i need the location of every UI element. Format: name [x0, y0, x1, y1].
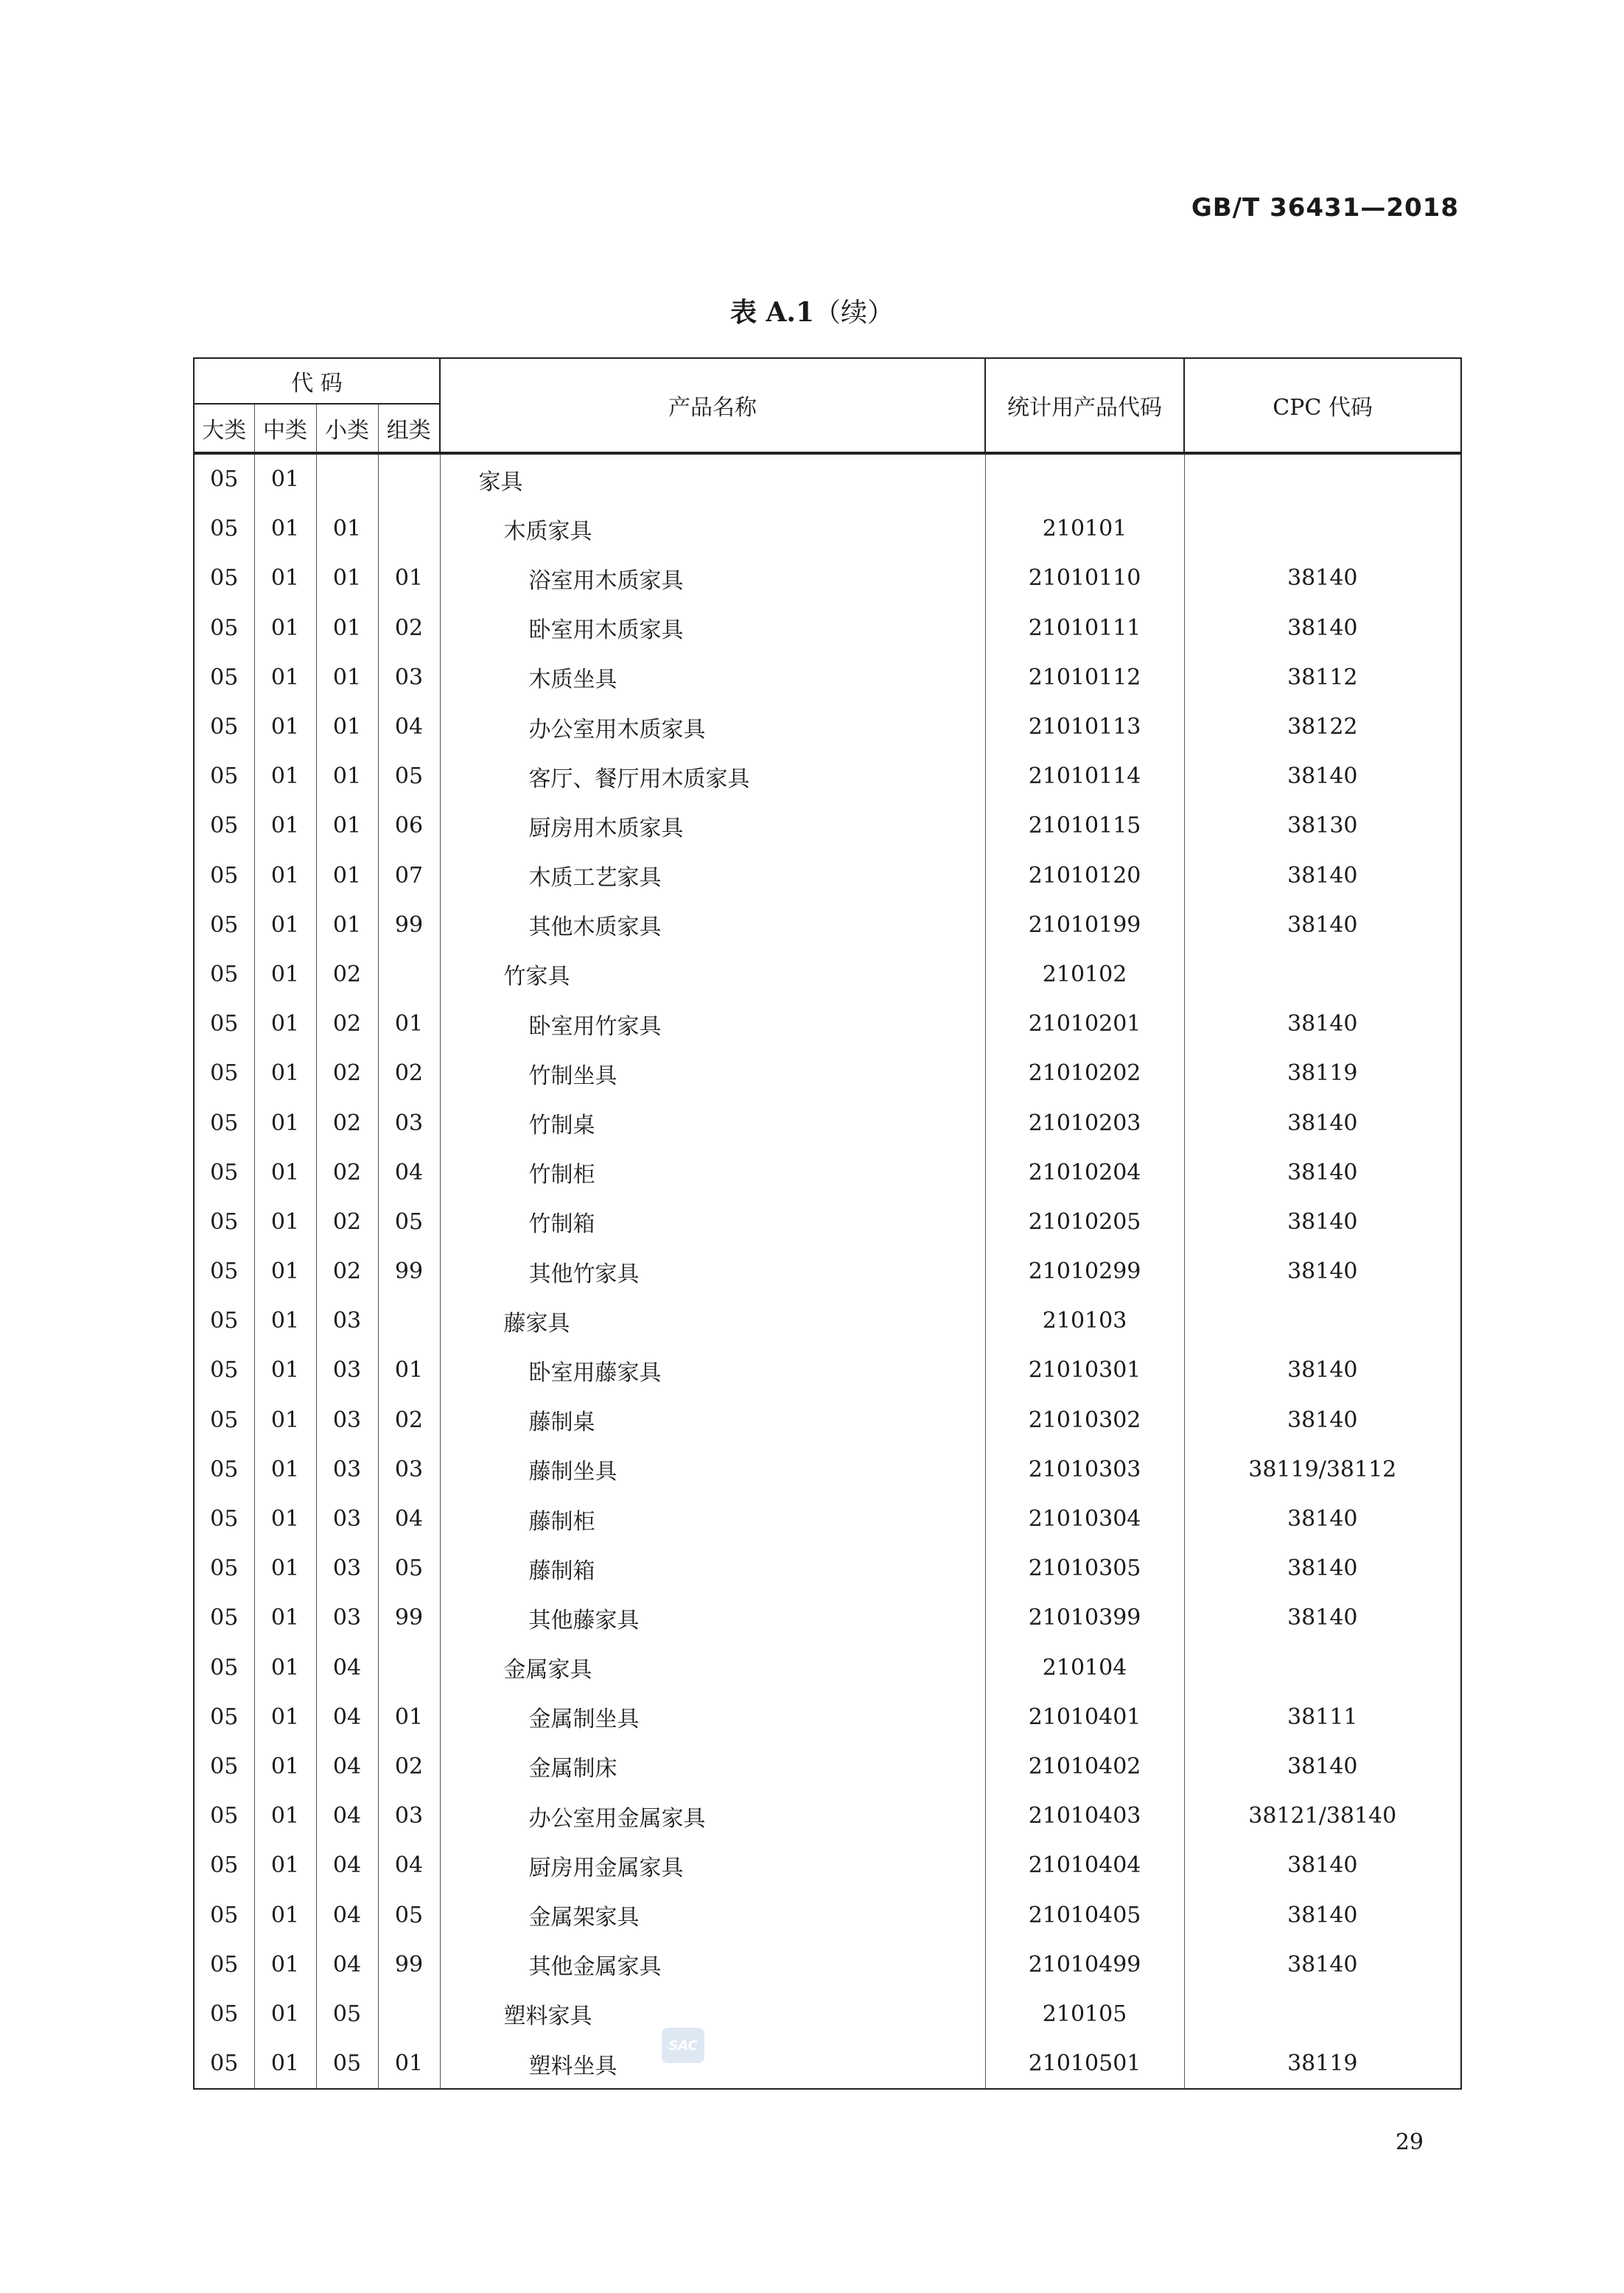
product-name-cell: 客厅、餐厅用木质家具	[440, 752, 985, 801]
cpc-code-cell: 38119	[1184, 2039, 1461, 2089]
stat-code-cell: 21010112	[985, 653, 1184, 702]
medium-code-cell: 01	[254, 702, 316, 752]
minor-code-cell: 01	[316, 653, 378, 702]
medium-code-cell: 01	[254, 1692, 316, 1742]
medium-code-cell: 01	[254, 1494, 316, 1544]
product-name-cell: 浴室用木质家具	[440, 553, 985, 603]
product-name-cell: 厨房用木质家具	[440, 801, 985, 850]
product-name-cell: 木质坐具	[440, 653, 985, 702]
major-code-cell: 05	[194, 553, 254, 603]
major-code-cell: 05	[194, 1791, 254, 1841]
medium-code-cell: 01	[254, 1593, 316, 1642]
group-code-cell: 99	[378, 1940, 440, 1989]
table-row	[194, 2039, 1461, 2089]
cpc-code-cell: 38140	[1184, 1593, 1461, 1642]
major-code-cell: 05	[194, 603, 254, 653]
product-name-cell: 厨房用金属家具	[440, 1841, 985, 1890]
cpc-code-cell: 38119/38112	[1184, 1445, 1461, 1494]
table-body	[194, 453, 1461, 2089]
cpc-code-cell: 38130	[1184, 801, 1461, 850]
table-row	[194, 1494, 1461, 1544]
minor-code-cell: 04	[316, 1643, 378, 1692]
stat-code-cell: 21010204	[985, 1148, 1184, 1197]
cpc-code-cell: 38140	[1184, 1940, 1461, 1989]
code-group-header: 代 码	[194, 358, 440, 404]
major-code-cell: 05	[194, 1197, 254, 1247]
group-code-cell: 02	[378, 603, 440, 653]
medium-code-cell: 01	[254, 999, 316, 1049]
sac-watermark: SAC	[662, 2028, 704, 2063]
medium-code-cell: 01	[254, 1940, 316, 1989]
stat-code-cell: 21010405	[985, 1890, 1184, 1939]
medium-code-cell: 01	[254, 553, 316, 603]
standard-number: GB/T 36431—2018	[1191, 193, 1459, 223]
minor-code-cell: 02	[316, 1049, 378, 1098]
table-row	[194, 1445, 1461, 1494]
product-name-cell: 藤制柜	[440, 1494, 985, 1544]
cpc-code-cell: 38140	[1184, 1742, 1461, 1791]
table-row	[194, 999, 1461, 1049]
cpc-code-cell: 38140	[1184, 752, 1461, 801]
product-name-cell: 竹制坐具	[440, 1049, 985, 1098]
major-code-cell: 05	[194, 950, 254, 999]
stat-code-cell	[985, 453, 1184, 504]
major-code-cell: 05	[194, 453, 254, 504]
cpc-code-cell: 38140	[1184, 553, 1461, 603]
major-code-cell: 05	[194, 1989, 254, 2039]
minor-code-cell: 04	[316, 1742, 378, 1791]
product-name-cell: 竹制柜	[440, 1148, 985, 1197]
table-row	[194, 1345, 1461, 1395]
product-name-cell: 卧室用竹家具	[440, 999, 985, 1049]
medium-code-cell: 01	[254, 1247, 316, 1296]
minor-code-cell: 03	[316, 1296, 378, 1345]
cpc-code-cell	[1184, 504, 1461, 553]
stat-code-cell: 21010203	[985, 1098, 1184, 1147]
minor-code-cell: 02	[316, 999, 378, 1049]
minor-code-cell	[316, 453, 378, 504]
minor-code-cell: 04	[316, 1791, 378, 1841]
product-name-cell: 金属制床	[440, 1742, 985, 1791]
stat-code-cell: 21010202	[985, 1049, 1184, 1098]
major-code-cell: 05	[194, 1296, 254, 1345]
table-title-label: 表 A.1	[729, 297, 815, 328]
stat-code-header: 统计用产品代码	[985, 358, 1184, 453]
minor-code-cell: 03	[316, 1593, 378, 1642]
group-code-cell: 04	[378, 1494, 440, 1544]
group-code-cell: 99	[378, 1247, 440, 1296]
table-row	[194, 1544, 1461, 1593]
cpc-code-cell	[1184, 453, 1461, 504]
cpc-code-cell	[1184, 1989, 1461, 2039]
group-header: 组类	[378, 404, 440, 453]
stat-code-cell: 21010205	[985, 1197, 1184, 1247]
product-name-cell: 木质家具	[440, 504, 985, 553]
stat-code-cell: 21010199	[985, 900, 1184, 950]
product-name-cell: 办公室用木质家具	[440, 702, 985, 752]
medium-code-cell: 01	[254, 1148, 316, 1197]
table-row	[194, 1841, 1461, 1890]
major-code-cell: 05	[194, 1940, 254, 1989]
group-code-cell	[378, 1989, 440, 2039]
minor-code-cell: 03	[316, 1345, 378, 1395]
stat-code-cell: 21010115	[985, 801, 1184, 850]
major-code-cell: 05	[194, 504, 254, 553]
cpc-code-cell	[1184, 1296, 1461, 1345]
table-row	[194, 1098, 1461, 1147]
medium-code-cell: 01	[254, 851, 316, 900]
medium-code-cell: 01	[254, 1643, 316, 1692]
group-code-cell: 01	[378, 1345, 440, 1395]
table-row	[194, 1791, 1461, 1841]
major-code-cell: 05	[194, 653, 254, 702]
medium-code-cell: 01	[254, 752, 316, 801]
stat-code-cell: 21010499	[985, 1940, 1184, 1989]
product-name-cell: 金属制坐具	[440, 1692, 985, 1742]
table-row	[194, 1643, 1461, 1692]
medium-code-cell: 01	[254, 1049, 316, 1098]
minor-code-cell: 03	[316, 1544, 378, 1593]
table-row	[194, 801, 1461, 850]
group-code-cell: 02	[378, 1049, 440, 1098]
medium-code-cell: 01	[254, 801, 316, 850]
group-code-cell: 01	[378, 2039, 440, 2089]
cpc-code-cell: 38140	[1184, 999, 1461, 1049]
group-code-cell: 04	[378, 702, 440, 752]
minor-code-cell: 01	[316, 801, 378, 850]
medium-header: 中类	[254, 404, 316, 453]
cpc-code-cell: 38140	[1184, 1247, 1461, 1296]
group-code-cell: 02	[378, 1742, 440, 1791]
minor-code-cell: 04	[316, 1940, 378, 1989]
minor-code-cell: 02	[316, 950, 378, 999]
medium-code-cell: 01	[254, 603, 316, 653]
minor-code-cell: 02	[316, 1098, 378, 1147]
group-code-cell: 03	[378, 1445, 440, 1494]
cpc-code-cell: 38140	[1184, 1148, 1461, 1197]
minor-code-cell: 02	[316, 1197, 378, 1247]
major-code-cell: 05	[194, 851, 254, 900]
table-row	[194, 1247, 1461, 1296]
medium-code-cell: 01	[254, 1396, 316, 1445]
group-code-cell	[378, 1296, 440, 1345]
group-code-cell: 03	[378, 1098, 440, 1147]
minor-code-cell: 04	[316, 1890, 378, 1939]
table-row	[194, 1197, 1461, 1247]
major-code-cell: 05	[194, 1494, 254, 1544]
group-code-cell: 01	[378, 999, 440, 1049]
medium-code-cell: 01	[254, 1445, 316, 1494]
group-code-cell: 06	[378, 801, 440, 850]
minor-code-cell: 02	[316, 1148, 378, 1197]
table-row	[194, 553, 1461, 603]
table-row	[194, 1593, 1461, 1642]
major-code-cell: 05	[194, 1692, 254, 1742]
stat-code-cell: 210104	[985, 1643, 1184, 1692]
product-name-cell: 藤制箱	[440, 1544, 985, 1593]
product-name-cell: 其他金属家具	[440, 1940, 985, 1989]
group-code-cell: 01	[378, 553, 440, 603]
product-name-cell: 办公室用金属家具	[440, 1791, 985, 1841]
table-row	[194, 702, 1461, 752]
major-code-cell: 05	[194, 1049, 254, 1098]
major-code-cell: 05	[194, 1593, 254, 1642]
major-code-cell: 05	[194, 999, 254, 1049]
group-code-cell: 04	[378, 1841, 440, 1890]
product-code-table	[193, 357, 1462, 2090]
stat-code-cell: 21010305	[985, 1544, 1184, 1593]
minor-code-cell: 03	[316, 1494, 378, 1544]
medium-code-cell: 01	[254, 2039, 316, 2089]
table-row	[194, 1742, 1461, 1791]
table-row	[194, 950, 1461, 999]
stat-code-cell: 210101	[985, 504, 1184, 553]
major-code-cell: 05	[194, 1890, 254, 1939]
product-name-cell: 其他竹家具	[440, 1247, 985, 1296]
major-code-cell: 05	[194, 1841, 254, 1890]
medium-code-cell: 01	[254, 1345, 316, 1395]
stat-code-cell: 21010302	[985, 1396, 1184, 1445]
minor-code-cell: 03	[316, 1396, 378, 1445]
minor-header: 小类	[316, 404, 378, 453]
minor-code-cell: 01	[316, 553, 378, 603]
medium-code-cell: 01	[254, 1791, 316, 1841]
medium-code-cell: 01	[254, 1098, 316, 1147]
cpc-code-cell	[1184, 950, 1461, 999]
table-row	[194, 851, 1461, 900]
stat-code-cell: 21010120	[985, 851, 1184, 900]
medium-code-cell: 01	[254, 1296, 316, 1345]
medium-code-cell: 01	[254, 1890, 316, 1939]
major-code-cell: 05	[194, 801, 254, 850]
stat-code-cell: 21010114	[985, 752, 1184, 801]
major-code-cell: 05	[194, 752, 254, 801]
group-code-cell: 05	[378, 1544, 440, 1593]
table-row	[194, 1940, 1461, 1989]
product-name-cell: 竹制箱	[440, 1197, 985, 1247]
table-row	[194, 1148, 1461, 1197]
cpc-code-cell: 38140	[1184, 851, 1461, 900]
stat-code-cell: 210105	[985, 1989, 1184, 2039]
cpc-code-header: CPC 代码	[1184, 358, 1461, 453]
minor-code-cell: 01	[316, 851, 378, 900]
product-name-header: 产品名称	[440, 358, 985, 453]
medium-code-cell: 01	[254, 1989, 316, 2039]
product-name-cell: 竹家具	[440, 950, 985, 999]
minor-code-cell: 05	[316, 2039, 378, 2089]
major-header: 大类	[194, 404, 254, 453]
product-name-cell: 藤制桌	[440, 1396, 985, 1445]
medium-code-cell: 01	[254, 653, 316, 702]
cpc-code-cell: 38140	[1184, 900, 1461, 950]
product-name-cell: 藤制坐具	[440, 1445, 985, 1494]
stat-code-cell: 21010399	[985, 1593, 1184, 1642]
table-row	[194, 453, 1461, 504]
major-code-cell: 05	[194, 1098, 254, 1147]
table-row	[194, 1890, 1461, 1939]
stat-code-cell: 21010301	[985, 1345, 1184, 1395]
major-code-cell: 05	[194, 702, 254, 752]
group-code-cell: 07	[378, 851, 440, 900]
table-row	[194, 1296, 1461, 1345]
major-code-cell: 05	[194, 1643, 254, 1692]
group-code-cell: 03	[378, 653, 440, 702]
minor-code-cell: 05	[316, 1989, 378, 2039]
group-code-cell: 04	[378, 1148, 440, 1197]
medium-code-cell: 01	[254, 1197, 316, 1247]
cpc-code-cell: 38140	[1184, 1098, 1461, 1147]
minor-code-cell: 01	[316, 900, 378, 950]
product-name-cell: 竹制桌	[440, 1098, 985, 1147]
product-name-cell: 卧室用木质家具	[440, 603, 985, 653]
stat-code-cell: 21010299	[985, 1247, 1184, 1296]
major-code-cell: 05	[194, 1445, 254, 1494]
stat-code-cell: 21010111	[985, 603, 1184, 653]
medium-code-cell: 01	[254, 1742, 316, 1791]
product-name-cell: 金属家具	[440, 1643, 985, 1692]
table-row	[194, 900, 1461, 950]
minor-code-cell: 04	[316, 1692, 378, 1742]
minor-code-cell: 01	[316, 702, 378, 752]
major-code-cell: 05	[194, 1345, 254, 1395]
product-name-cell: 其他藤家具	[440, 1593, 985, 1642]
group-code-cell: 99	[378, 900, 440, 950]
cpc-code-cell: 38140	[1184, 1197, 1461, 1247]
minor-code-cell: 01	[316, 603, 378, 653]
minor-code-cell: 04	[316, 1841, 378, 1890]
cpc-code-cell: 38119	[1184, 1049, 1461, 1098]
group-code-cell	[378, 950, 440, 999]
product-name-cell: 家具	[440, 453, 985, 504]
major-code-cell: 05	[194, 1148, 254, 1197]
table-row	[194, 1989, 1461, 2039]
product-name-cell: 塑料家具	[440, 1989, 985, 2039]
group-code-cell: 05	[378, 1890, 440, 1939]
medium-code-cell: 01	[254, 1544, 316, 1593]
cpc-code-cell: 38140	[1184, 603, 1461, 653]
cpc-code-cell: 38112	[1184, 653, 1461, 702]
cpc-code-cell: 38140	[1184, 1544, 1461, 1593]
medium-code-cell: 01	[254, 453, 316, 504]
table-title	[0, 292, 1624, 329]
cpc-code-cell: 38140	[1184, 1890, 1461, 1939]
stat-code-cell: 21010113	[985, 702, 1184, 752]
cpc-code-cell: 38140	[1184, 1494, 1461, 1544]
table-row	[194, 1692, 1461, 1742]
stat-code-cell: 21010110	[985, 553, 1184, 603]
product-name-cell: 塑料坐具	[440, 2039, 985, 2089]
group-code-cell	[378, 453, 440, 504]
table-row	[194, 1396, 1461, 1445]
stat-code-cell: 21010304	[985, 1494, 1184, 1544]
product-name-cell: 卧室用藤家具	[440, 1345, 985, 1395]
stat-code-cell: 21010401	[985, 1692, 1184, 1742]
group-code-cell: 05	[378, 752, 440, 801]
stat-code-cell: 21010403	[985, 1791, 1184, 1841]
minor-code-cell: 03	[316, 1445, 378, 1494]
group-code-cell: 05	[378, 1197, 440, 1247]
group-code-cell: 02	[378, 1396, 440, 1445]
major-code-cell: 05	[194, 1544, 254, 1593]
minor-code-cell: 02	[316, 1247, 378, 1296]
page-number: 29	[1395, 2129, 1424, 2155]
minor-code-cell: 01	[316, 504, 378, 553]
medium-code-cell: 01	[254, 1841, 316, 1890]
cpc-code-cell: 38111	[1184, 1692, 1461, 1742]
stat-code-cell: 21010201	[985, 999, 1184, 1049]
cpc-code-cell: 38140	[1184, 1345, 1461, 1395]
group-code-cell: 03	[378, 1791, 440, 1841]
cpc-code-cell: 38140	[1184, 1396, 1461, 1445]
product-name-cell: 木质工艺家具	[440, 851, 985, 900]
stat-code-cell: 21010501	[985, 2039, 1184, 2089]
product-name-cell: 金属架家具	[440, 1890, 985, 1939]
stat-code-cell: 210103	[985, 1296, 1184, 1345]
stat-code-cell: 21010404	[985, 1841, 1184, 1890]
major-code-cell: 05	[194, 2039, 254, 2089]
table-row	[194, 504, 1461, 553]
group-code-cell: 01	[378, 1692, 440, 1742]
product-name-cell: 藤家具	[440, 1296, 985, 1345]
major-code-cell: 05	[194, 900, 254, 950]
table-row	[194, 752, 1461, 801]
group-code-cell: 99	[378, 1593, 440, 1642]
product-name-cell: 其他木质家具	[440, 900, 985, 950]
major-code-cell: 05	[194, 1247, 254, 1296]
cpc-code-cell: 38140	[1184, 1841, 1461, 1890]
major-code-cell: 05	[194, 1742, 254, 1791]
stat-code-cell: 21010303	[985, 1445, 1184, 1494]
medium-code-cell: 01	[254, 504, 316, 553]
stat-code-cell: 21010402	[985, 1742, 1184, 1791]
cpc-code-cell: 38121/38140	[1184, 1791, 1461, 1841]
group-code-cell	[378, 1643, 440, 1692]
medium-code-cell: 01	[254, 900, 316, 950]
table-row	[194, 603, 1461, 653]
table-row	[194, 1049, 1461, 1098]
minor-code-cell: 01	[316, 752, 378, 801]
table-title-continued: （续）	[814, 298, 895, 328]
group-code-cell	[378, 504, 440, 553]
table-row	[194, 653, 1461, 702]
medium-code-cell: 01	[254, 950, 316, 999]
major-code-cell: 05	[194, 1396, 254, 1445]
cpc-code-cell	[1184, 1643, 1461, 1692]
stat-code-cell: 210102	[985, 950, 1184, 999]
cpc-code-cell: 38122	[1184, 702, 1461, 752]
